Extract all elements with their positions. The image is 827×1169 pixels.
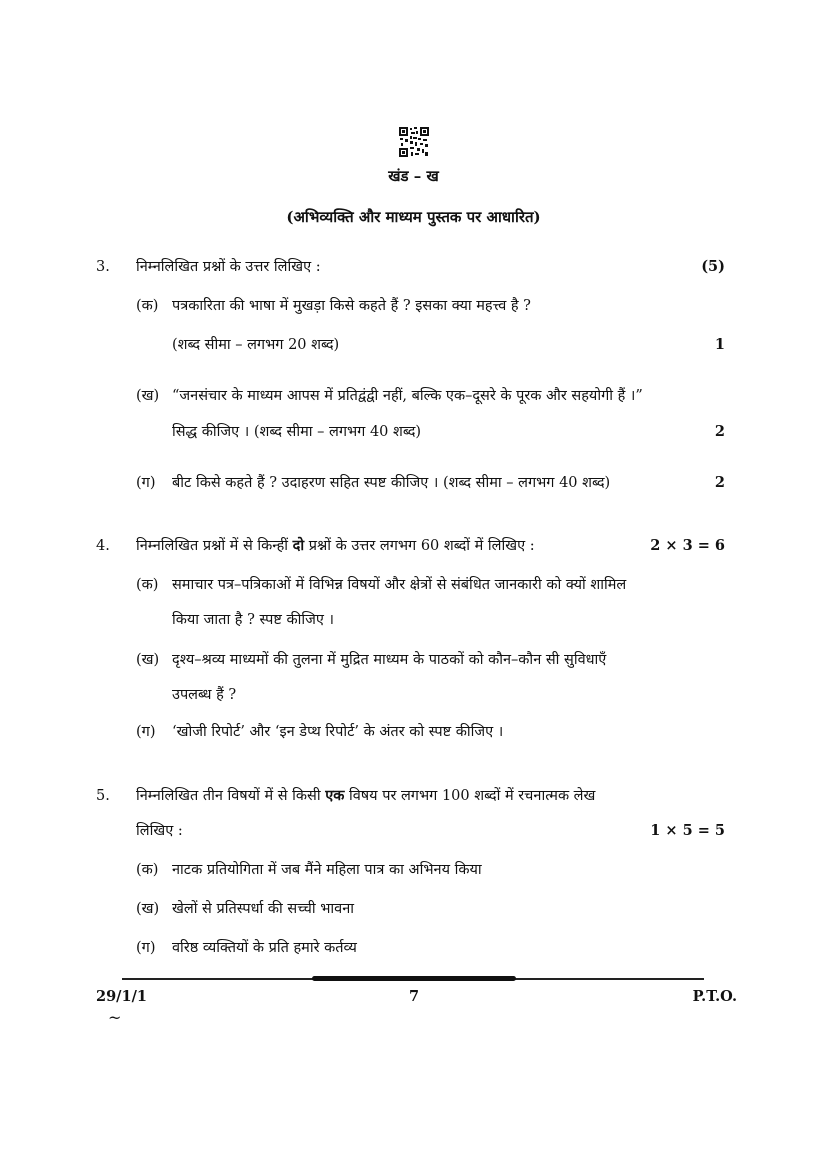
item-text: ‘खोजी रिपोर्ट’ और ‘इन डेप्थ रिपोर्ट’ के अंतर को स्पष्ट कीजिए । xyxy=(172,724,504,740)
item-label: (ख) xyxy=(136,388,160,404)
paper-code: 29/1/1 xyxy=(96,988,147,1005)
item-text-line2: सिद्ध कीजिए । (शब्द सीमा – लगभग 40 शब्द) xyxy=(172,424,422,440)
item-text: वरिष्ठ व्यक्तियों के प्रति हमारे कर्तव्य xyxy=(172,940,357,956)
item-marks: 1 xyxy=(714,336,725,353)
item-text-line2: किया जाता है ? स्पष्ट कीजिए । xyxy=(172,612,334,628)
item-text: दृश्य–श्रव्य माध्यमों की तुलना में मुद्रित माध्यम के पाठकों को कौन–कौन सी सुविधाएँ xyxy=(172,652,607,668)
item-text: समाचार पत्र–पत्रिकाओं में विभिन्न विषयों और क्षेत्रों से संबंधित जानकारी को क्यों शामिल xyxy=(172,577,627,593)
item-text-line2: (शब्द सीमा – लगभग 20 शब्द) xyxy=(172,337,340,353)
section-title: खंड – ख xyxy=(388,167,439,185)
item-label: (ख) xyxy=(136,901,160,917)
page-number: 7 xyxy=(409,988,420,1005)
tilde-mark: ~ xyxy=(108,1008,122,1027)
question-text-line2: लिखिए : xyxy=(136,823,183,839)
item-label: (क) xyxy=(136,862,159,878)
question-number: 5. xyxy=(96,788,110,804)
item-label: (ग) xyxy=(136,475,156,491)
item-label: (क) xyxy=(136,298,159,314)
item-label: (ग) xyxy=(136,724,156,740)
question-marks: 1 × 5 = 5 xyxy=(650,822,725,839)
item-label: (क) xyxy=(136,577,159,593)
question-number: 4. xyxy=(96,538,110,554)
item-marks: 2 xyxy=(714,423,725,440)
item-label: (ख) xyxy=(136,652,160,668)
question-text: निम्नलिखित प्रश्नों में से किन्हीं दो प्रश्नों के उत्तर लगभग 60 शब्दों में लिखिए : xyxy=(136,537,535,554)
question-marks: (5) xyxy=(701,258,725,275)
qr-code xyxy=(398,126,430,158)
item-text: पत्रकारिता की भाषा में मुखड़ा किसे कहते हैं ? इसका क्या महत्त्व है ? xyxy=(172,298,531,314)
question-number: 3. xyxy=(96,259,110,275)
item-marks: 2 xyxy=(714,474,725,491)
section-subtitle: (अभिव्यक्ति और माध्यम पुस्तक पर आधारित) xyxy=(286,208,541,226)
item-text: “जनसंचार के माध्यम आपस में प्रतिद्वंद्वी नहीं, बल्कि एक–दूसरे के पूरक और सहयोगी हैं ।” xyxy=(172,388,643,404)
item-text: नाटक प्रतियोगिता में जब मैंने महिला पात्र का अभिनय किया xyxy=(172,862,482,878)
item-text: बीट किसे कहते हैं ? उदाहरण सहित स्पष्ट कीजिए । (शब्द सीमा – लगभग 40 शब्द) xyxy=(172,475,611,491)
footer-divider-bold xyxy=(312,976,516,981)
item-label: (ग) xyxy=(136,940,156,956)
question-text: निम्नलिखित प्रश्नों के उत्तर लिखिए : xyxy=(136,259,321,275)
question-text: निम्नलिखित तीन विषयों में से किसी एक विषय पर लगभग 100 शब्दों में रचनात्मक लेख xyxy=(136,787,596,804)
item-text-line2: उपलब्ध हैं ? xyxy=(172,687,237,703)
item-text: खेलों से प्रतिस्पर्धा की सच्ची भावना xyxy=(172,901,355,917)
pto-label: P.T.O. xyxy=(692,988,737,1005)
question-marks: 2 × 3 = 6 xyxy=(650,537,725,554)
